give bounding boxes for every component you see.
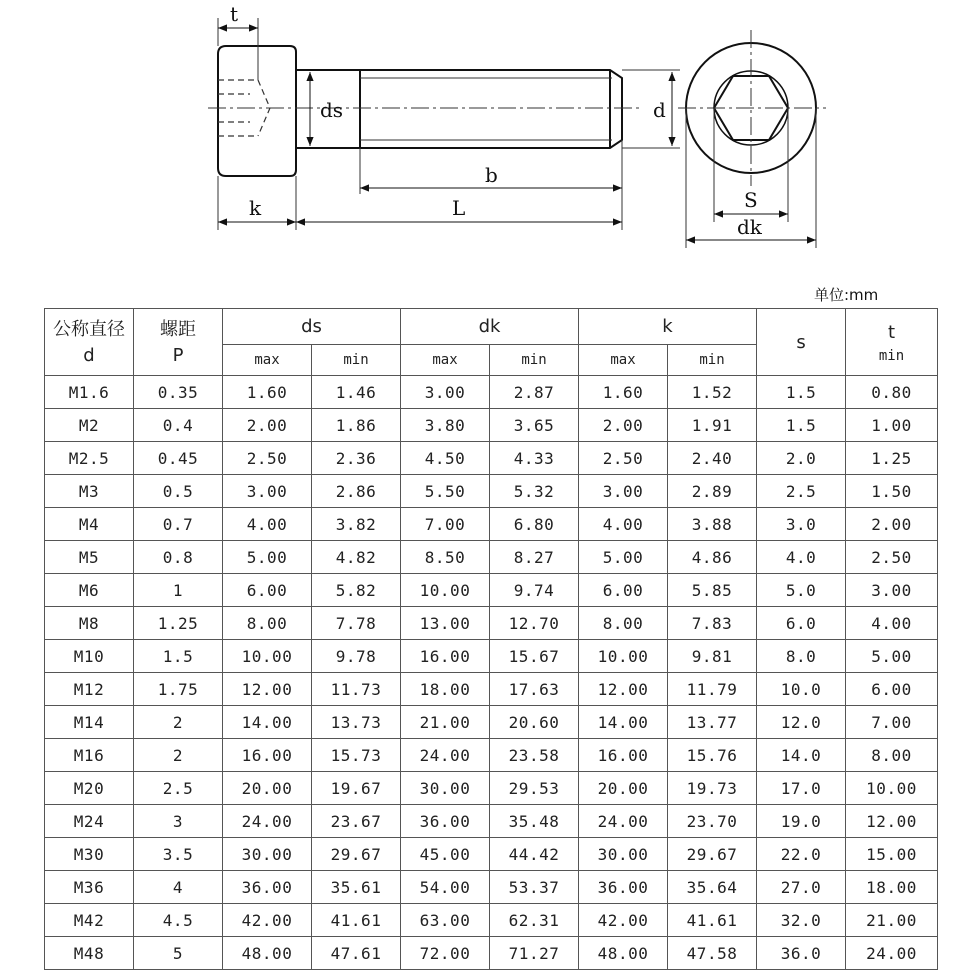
cell-k-max: 20.00 bbox=[579, 772, 668, 805]
table-row bbox=[45, 409, 938, 442]
bolt-drawing bbox=[0, 0, 980, 280]
cell-k-min: 2.40 bbox=[668, 442, 757, 475]
cell-dk-min: 15.67 bbox=[490, 640, 579, 673]
cell-ds-max: 6.00 bbox=[223, 574, 312, 607]
cell-dk-min: 35.48 bbox=[490, 805, 579, 838]
table-row bbox=[45, 574, 938, 607]
cell-k-min: 9.81 bbox=[668, 640, 757, 673]
dim-label-t: t bbox=[230, 2, 239, 26]
cell-ds-max: 36.00 bbox=[223, 871, 312, 904]
cell-dk-max: 3.00 bbox=[401, 376, 490, 409]
header-k-max: max bbox=[579, 345, 668, 376]
cell-k-max: 12.00 bbox=[579, 673, 668, 706]
cell-p: 1 bbox=[134, 574, 223, 607]
cell-dk-max: 10.00 bbox=[401, 574, 490, 607]
cell-t-min: 18.00 bbox=[846, 871, 938, 904]
table-body bbox=[45, 376, 938, 970]
header-pitch-label: 螺距 bbox=[160, 318, 196, 340]
cell-ds-max: 3.00 bbox=[223, 475, 312, 508]
cell-dk-min: 2.87 bbox=[490, 376, 579, 409]
cell-ds-min: 3.82 bbox=[312, 508, 401, 541]
table-row bbox=[45, 937, 938, 970]
cell-s: 6.0 bbox=[757, 607, 846, 640]
cell-dk-max: 63.00 bbox=[401, 904, 490, 937]
cell-ds-max: 2.00 bbox=[223, 409, 312, 442]
cell-t-min: 0.80 bbox=[846, 376, 938, 409]
cell-ds-max: 12.00 bbox=[223, 673, 312, 706]
cell-dk-max: 8.50 bbox=[401, 541, 490, 574]
cell-dk-max: 54.00 bbox=[401, 871, 490, 904]
cell-p: 2 bbox=[134, 706, 223, 739]
cell-d: M5 bbox=[45, 541, 134, 574]
cell-ds-max: 8.00 bbox=[223, 607, 312, 640]
cell-s: 14.0 bbox=[757, 739, 846, 772]
cell-dk-max: 45.00 bbox=[401, 838, 490, 871]
header-dk-max: max bbox=[401, 345, 490, 376]
cell-d: M4 bbox=[45, 508, 134, 541]
cell-k-min: 19.73 bbox=[668, 772, 757, 805]
cell-d: M20 bbox=[45, 772, 134, 805]
cell-p: 5 bbox=[134, 937, 223, 970]
cell-d: M16 bbox=[45, 739, 134, 772]
cell-dk-max: 30.00 bbox=[401, 772, 490, 805]
cell-k-min: 11.79 bbox=[668, 673, 757, 706]
cell-k-max: 30.00 bbox=[579, 838, 668, 871]
cell-ds-min: 2.36 bbox=[312, 442, 401, 475]
header-dk: dk bbox=[401, 309, 579, 345]
cell-k-max: 4.00 bbox=[579, 508, 668, 541]
cell-ds-min: 11.73 bbox=[312, 673, 401, 706]
cell-d: M30 bbox=[45, 838, 134, 871]
cell-k-min: 4.86 bbox=[668, 541, 757, 574]
cell-p: 0.45 bbox=[134, 442, 223, 475]
cell-s: 12.0 bbox=[757, 706, 846, 739]
cell-d: M14 bbox=[45, 706, 134, 739]
cell-t-min: 15.00 bbox=[846, 838, 938, 871]
table-row bbox=[45, 376, 938, 409]
cell-ds-min: 35.61 bbox=[312, 871, 401, 904]
cell-s: 2.0 bbox=[757, 442, 846, 475]
cell-d: M12 bbox=[45, 673, 134, 706]
cell-k-max: 2.00 bbox=[579, 409, 668, 442]
cell-ds-min: 41.61 bbox=[312, 904, 401, 937]
table-row bbox=[45, 739, 938, 772]
cell-k-max: 42.00 bbox=[579, 904, 668, 937]
table-row bbox=[45, 475, 938, 508]
header-pitch-symbol: P bbox=[172, 345, 184, 366]
cell-ds-min: 2.86 bbox=[312, 475, 401, 508]
cell-k-max: 6.00 bbox=[579, 574, 668, 607]
cell-dk-min: 44.42 bbox=[490, 838, 579, 871]
cell-ds-min: 9.78 bbox=[312, 640, 401, 673]
cell-k-min: 7.83 bbox=[668, 607, 757, 640]
cell-k-min: 3.88 bbox=[668, 508, 757, 541]
cell-dk-min: 62.31 bbox=[490, 904, 579, 937]
cell-dk-min: 4.33 bbox=[490, 442, 579, 475]
cell-dk-min: 6.80 bbox=[490, 508, 579, 541]
header-pitch bbox=[134, 309, 223, 376]
cell-k-max: 5.00 bbox=[579, 541, 668, 574]
dim-label-dk: dk bbox=[737, 215, 762, 239]
cell-s: 32.0 bbox=[757, 904, 846, 937]
cell-t-min: 1.25 bbox=[846, 442, 938, 475]
cell-ds-max: 4.00 bbox=[223, 508, 312, 541]
bolt-shank-outline bbox=[296, 70, 622, 148]
cell-k-max: 48.00 bbox=[579, 937, 668, 970]
cell-t-min: 3.00 bbox=[846, 574, 938, 607]
cell-p: 0.4 bbox=[134, 409, 223, 442]
cell-s: 22.0 bbox=[757, 838, 846, 871]
cell-k-max: 36.00 bbox=[579, 871, 668, 904]
cell-dk-max: 13.00 bbox=[401, 607, 490, 640]
unit-label: 单位:mm bbox=[814, 286, 879, 304]
cell-ds-min: 19.67 bbox=[312, 772, 401, 805]
cell-ds-max: 42.00 bbox=[223, 904, 312, 937]
cell-dk-min: 5.32 bbox=[490, 475, 579, 508]
cell-s: 2.5 bbox=[757, 475, 846, 508]
cell-dk-min: 23.58 bbox=[490, 739, 579, 772]
cell-ds-max: 24.00 bbox=[223, 805, 312, 838]
cell-k-max: 24.00 bbox=[579, 805, 668, 838]
cell-d: M48 bbox=[45, 937, 134, 970]
cell-k-max: 3.00 bbox=[579, 475, 668, 508]
table-row bbox=[45, 904, 938, 937]
cell-dk-min: 17.63 bbox=[490, 673, 579, 706]
cell-ds-min: 4.82 bbox=[312, 541, 401, 574]
cell-ds-min: 7.78 bbox=[312, 607, 401, 640]
cell-t-min: 24.00 bbox=[846, 937, 938, 970]
cell-k-min: 47.58 bbox=[668, 937, 757, 970]
cell-s: 10.0 bbox=[757, 673, 846, 706]
cell-t-min: 6.00 bbox=[846, 673, 938, 706]
cell-k-min: 1.52 bbox=[668, 376, 757, 409]
header-t-symbol: t bbox=[887, 321, 896, 343]
cell-s: 27.0 bbox=[757, 871, 846, 904]
cell-k-min: 23.70 bbox=[668, 805, 757, 838]
cell-dk-min: 29.53 bbox=[490, 772, 579, 805]
cell-dk-min: 12.70 bbox=[490, 607, 579, 640]
cell-t-min: 1.50 bbox=[846, 475, 938, 508]
cell-dk-max: 24.00 bbox=[401, 739, 490, 772]
cell-k-min: 5.85 bbox=[668, 574, 757, 607]
cell-p: 3.5 bbox=[134, 838, 223, 871]
table-row bbox=[45, 640, 938, 673]
header-k-min: min bbox=[668, 345, 757, 376]
cell-t-min: 10.00 bbox=[846, 772, 938, 805]
table-row bbox=[45, 508, 938, 541]
cell-s: 17.0 bbox=[757, 772, 846, 805]
cell-ds-max: 14.00 bbox=[223, 706, 312, 739]
table-row bbox=[45, 706, 938, 739]
cell-dk-max: 4.50 bbox=[401, 442, 490, 475]
cell-ds-min: 1.86 bbox=[312, 409, 401, 442]
cell-k-max: 14.00 bbox=[579, 706, 668, 739]
cell-k-max: 2.50 bbox=[579, 442, 668, 475]
cell-ds-max: 5.00 bbox=[223, 541, 312, 574]
cell-dk-min: 3.65 bbox=[490, 409, 579, 442]
cell-ds-max: 16.00 bbox=[223, 739, 312, 772]
cell-p: 1.5 bbox=[134, 640, 223, 673]
header-ds-max: max bbox=[223, 345, 312, 376]
cell-s: 1.5 bbox=[757, 409, 846, 442]
cell-dk-max: 7.00 bbox=[401, 508, 490, 541]
cell-t-min: 5.00 bbox=[846, 640, 938, 673]
cell-dk-min: 71.27 bbox=[490, 937, 579, 970]
cell-p: 2 bbox=[134, 739, 223, 772]
cell-k-min: 1.91 bbox=[668, 409, 757, 442]
cell-ds-max: 48.00 bbox=[223, 937, 312, 970]
cell-k-min: 29.67 bbox=[668, 838, 757, 871]
cell-d: M10 bbox=[45, 640, 134, 673]
cell-k-min: 13.77 bbox=[668, 706, 757, 739]
dim-label-k: k bbox=[249, 196, 262, 220]
cell-p: 1.75 bbox=[134, 673, 223, 706]
cell-ds-min: 15.73 bbox=[312, 739, 401, 772]
header-t-min: min bbox=[878, 347, 905, 364]
cell-dk-min: 20.60 bbox=[490, 706, 579, 739]
cell-ds-min: 23.67 bbox=[312, 805, 401, 838]
cell-s: 36.0 bbox=[757, 937, 846, 970]
cell-ds-max: 30.00 bbox=[223, 838, 312, 871]
cell-ds-min: 47.61 bbox=[312, 937, 401, 970]
cell-k-max: 10.00 bbox=[579, 640, 668, 673]
cell-dk-max: 18.00 bbox=[401, 673, 490, 706]
header-nominal-diameter-label: 公称直径 bbox=[53, 318, 125, 340]
cell-s: 1.5 bbox=[757, 376, 846, 409]
bolt-head-outline bbox=[218, 46, 296, 176]
cell-dk-max: 21.00 bbox=[401, 706, 490, 739]
table-row bbox=[45, 838, 938, 871]
cell-s: 8.0 bbox=[757, 640, 846, 673]
cell-ds-max: 2.50 bbox=[223, 442, 312, 475]
cell-k-min: 15.76 bbox=[668, 739, 757, 772]
cell-dk-max: 5.50 bbox=[401, 475, 490, 508]
cell-t-min: 21.00 bbox=[846, 904, 938, 937]
cell-k-max: 16.00 bbox=[579, 739, 668, 772]
dim-label-L: L bbox=[452, 196, 466, 220]
header-ds-min: min bbox=[312, 345, 401, 376]
cell-dk-max: 3.80 bbox=[401, 409, 490, 442]
cell-ds-max: 1.60 bbox=[223, 376, 312, 409]
table-row bbox=[45, 871, 938, 904]
dimension-table bbox=[44, 308, 938, 970]
cell-p: 3 bbox=[134, 805, 223, 838]
cell-p: 0.5 bbox=[134, 475, 223, 508]
table-row bbox=[45, 607, 938, 640]
dim-label-d: d bbox=[653, 98, 666, 122]
header-dk-min: min bbox=[490, 345, 579, 376]
header-ds: ds bbox=[223, 309, 401, 345]
table-row bbox=[45, 673, 938, 706]
cell-s: 19.0 bbox=[757, 805, 846, 838]
cell-p: 1.25 bbox=[134, 607, 223, 640]
cell-k-min: 35.64 bbox=[668, 871, 757, 904]
cell-ds-min: 1.46 bbox=[312, 376, 401, 409]
table-row bbox=[45, 442, 938, 475]
table-row bbox=[45, 805, 938, 838]
cell-d: M6 bbox=[45, 574, 134, 607]
cell-s: 4.0 bbox=[757, 541, 846, 574]
cell-t-min: 7.00 bbox=[846, 706, 938, 739]
cell-d: M2.5 bbox=[45, 442, 134, 475]
header-s: s bbox=[757, 309, 846, 376]
cell-t-min: 8.00 bbox=[846, 739, 938, 772]
cell-s: 5.0 bbox=[757, 574, 846, 607]
cell-p: 4 bbox=[134, 871, 223, 904]
table-row bbox=[45, 772, 938, 805]
dim-label-b: b bbox=[485, 163, 498, 187]
header-nominal-diameter bbox=[45, 309, 134, 376]
cell-ds-max: 20.00 bbox=[223, 772, 312, 805]
cell-dk-min: 8.27 bbox=[490, 541, 579, 574]
cell-dk-min: 9.74 bbox=[490, 574, 579, 607]
cell-dk-max: 36.00 bbox=[401, 805, 490, 838]
header-t bbox=[846, 309, 938, 376]
cell-ds-min: 13.73 bbox=[312, 706, 401, 739]
header-k: k bbox=[579, 309, 757, 345]
cell-dk-max: 16.00 bbox=[401, 640, 490, 673]
cell-ds-max: 10.00 bbox=[223, 640, 312, 673]
cell-s: 3.0 bbox=[757, 508, 846, 541]
cell-d: M24 bbox=[45, 805, 134, 838]
cell-dk-min: 53.37 bbox=[490, 871, 579, 904]
cell-p: 2.5 bbox=[134, 772, 223, 805]
cell-ds-min: 29.67 bbox=[312, 838, 401, 871]
cell-k-min: 41.61 bbox=[668, 904, 757, 937]
cell-t-min: 2.00 bbox=[846, 508, 938, 541]
cell-d: M42 bbox=[45, 904, 134, 937]
header-nominal-diameter-symbol: d bbox=[83, 345, 95, 366]
cell-k-max: 8.00 bbox=[579, 607, 668, 640]
cell-t-min: 1.00 bbox=[846, 409, 938, 442]
cell-dk-max: 72.00 bbox=[401, 937, 490, 970]
cell-d: M1.6 bbox=[45, 376, 134, 409]
cell-t-min: 4.00 bbox=[846, 607, 938, 640]
cell-d: M36 bbox=[45, 871, 134, 904]
cell-d: M3 bbox=[45, 475, 134, 508]
cell-t-min: 12.00 bbox=[846, 805, 938, 838]
table-row bbox=[45, 541, 938, 574]
cell-t-min: 2.50 bbox=[846, 541, 938, 574]
cell-p: 0.8 bbox=[134, 541, 223, 574]
cell-p: 0.35 bbox=[134, 376, 223, 409]
cell-k-min: 2.89 bbox=[668, 475, 757, 508]
dim-label-S: S bbox=[744, 188, 758, 212]
cell-k-max: 1.60 bbox=[579, 376, 668, 409]
cell-d: M8 bbox=[45, 607, 134, 640]
cell-p: 0.7 bbox=[134, 508, 223, 541]
cell-p: 4.5 bbox=[134, 904, 223, 937]
dim-label-ds: ds bbox=[320, 98, 344, 122]
cell-d: M2 bbox=[45, 409, 134, 442]
cell-ds-min: 5.82 bbox=[312, 574, 401, 607]
